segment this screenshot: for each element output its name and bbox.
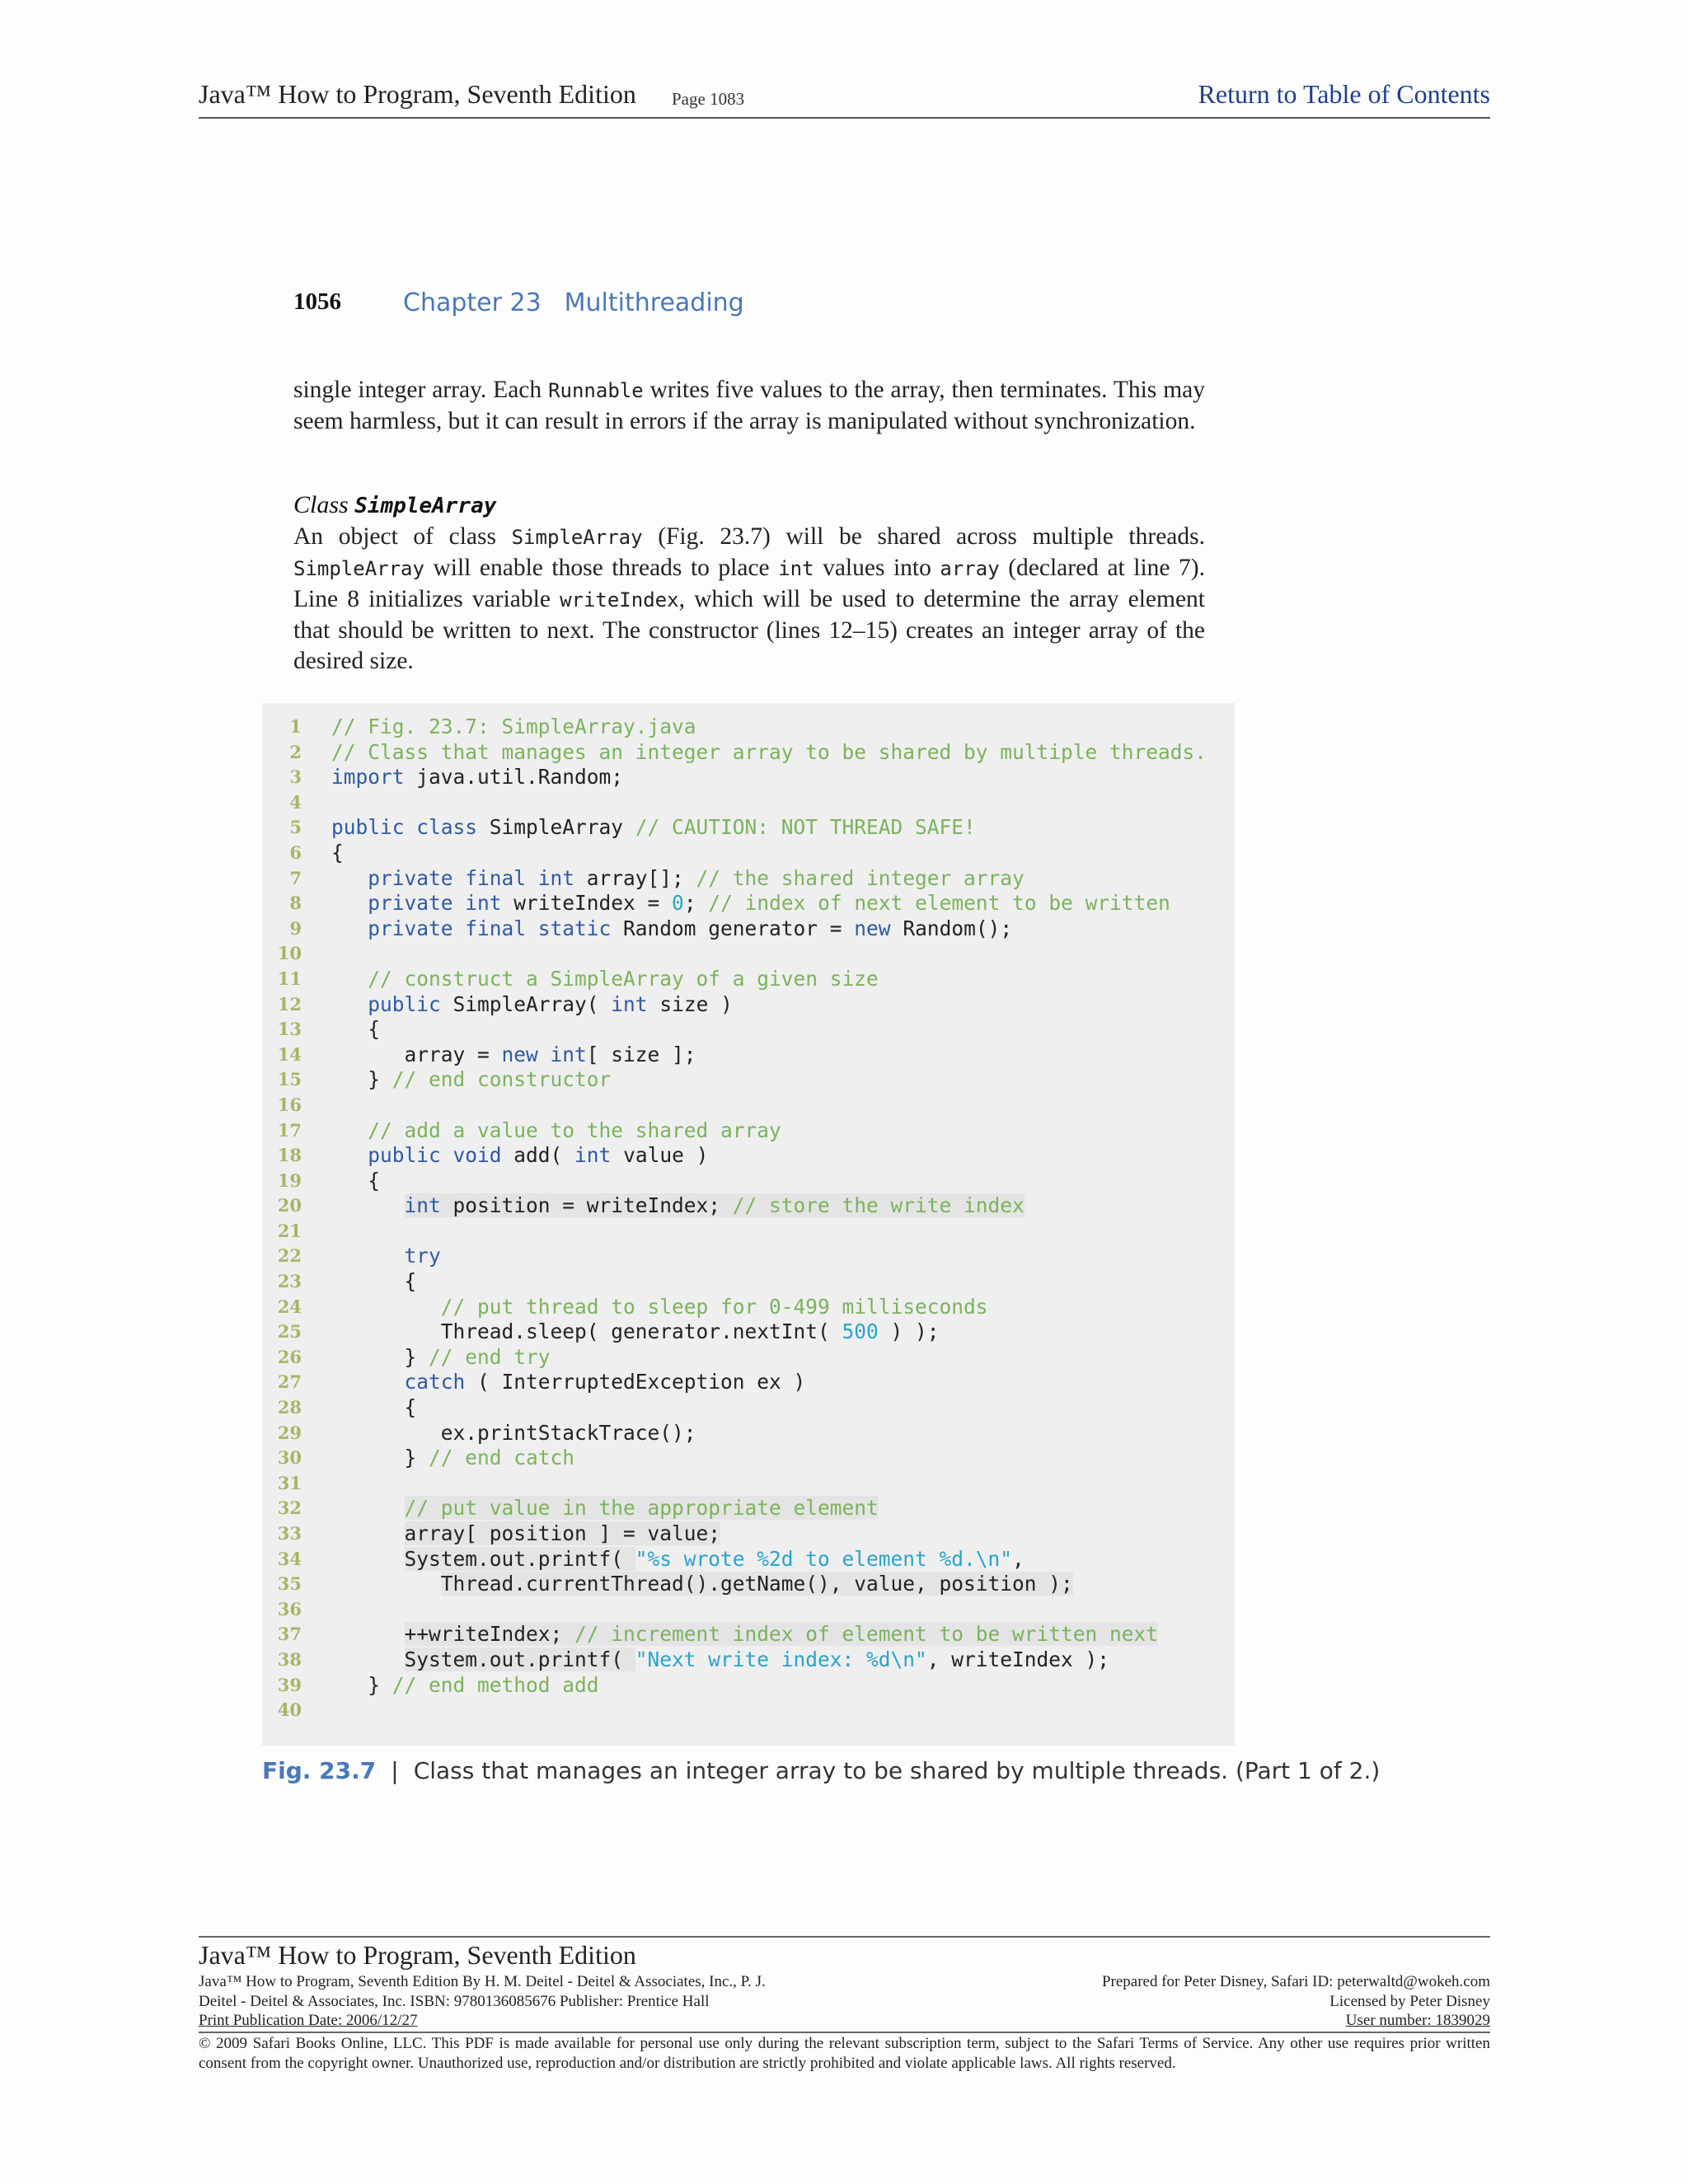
chapter-heading — [403, 288, 767, 317]
code-line — [262, 1319, 1235, 1345]
footer-right-line: Licensed by Peter Disney — [1329, 1992, 1490, 2010]
code-line — [262, 1067, 1235, 1093]
code-line — [262, 1093, 1235, 1118]
line-number: 9 — [289, 917, 302, 939]
line-number: 23 — [277, 1271, 302, 1292]
footer-title: Java™ How to Program, Seventh Edition — [199, 1940, 636, 1970]
code-text: { — [331, 1017, 381, 1042]
line-number: 12 — [277, 993, 302, 1015]
code-line — [262, 967, 1235, 992]
code-line — [262, 1017, 1235, 1043]
section-heading-code: SimpleArray — [354, 494, 497, 518]
code-line — [262, 1043, 1235, 1068]
line-number: 16 — [277, 1094, 302, 1115]
return-to-toc-link[interactable]: Return to Table of Contents — [1198, 79, 1490, 109]
line-number: 4 — [289, 791, 302, 813]
line-number: 15 — [277, 1069, 302, 1090]
code-text: public SimpleArray( int size ) — [368, 991, 733, 1016]
code-line — [262, 1471, 1235, 1497]
line-number: 32 — [277, 1497, 302, 1519]
code-line — [262, 916, 1235, 942]
figure-label: Fig. 23.7 — [262, 1757, 377, 1784]
code-text: // Fig. 23.7: SimpleArray.java — [331, 715, 696, 738]
line-number: 7 — [289, 867, 302, 888]
code-text: ex.printStackTrace(); — [331, 1420, 696, 1445]
code-line — [262, 1143, 1235, 1169]
line-number: 13 — [277, 1019, 302, 1040]
line-number: 30 — [277, 1447, 302, 1469]
code-line — [262, 941, 1235, 967]
line-number: 28 — [277, 1397, 302, 1418]
code-text: System.out.printf( "%s wrote %2d to element %d.\n", — [404, 1546, 1025, 1571]
code-text: { — [331, 1269, 417, 1294]
page-footer — [199, 1936, 1490, 2074]
footer-left-line: Deitel - Deitel & Associates, Inc. ISBN: 9780136085676 Publisher: Prentice Hall — [199, 1992, 710, 2010]
figure-caption — [262, 1757, 1380, 1784]
caption-text: Class that manages an integer array to be shared by multiple threads. (Part 1 of 2.) — [413, 1757, 1381, 1784]
paragraph-intro — [293, 375, 1205, 437]
code-line — [262, 1345, 1235, 1371]
code-text: } // end catch — [331, 1446, 575, 1470]
code-text: Thread.currentThread().getName(), value, position ); — [440, 1572, 1073, 1596]
inline-code: array — [940, 557, 1000, 580]
inline-code: SimpleArray — [293, 557, 424, 580]
line-number: 17 — [277, 1119, 302, 1141]
code-line — [262, 992, 1235, 1018]
code-text: try — [404, 1244, 441, 1268]
footer-right-line: Prepared for Peter Disney, Safari ID: peterwaltd@wokeh.com — [1101, 1973, 1490, 1990]
line-number: 35 — [277, 1573, 302, 1595]
code-text: ++writeIndex; // increment index of element to be written next — [404, 1622, 1159, 1647]
code-line — [262, 1622, 1235, 1647]
line-number: 27 — [277, 1371, 302, 1393]
line-number: 19 — [277, 1169, 302, 1191]
code-line — [262, 1446, 1235, 1471]
code-text: int position = writeIndex; // store the write index — [404, 1193, 1025, 1218]
code-line — [262, 1572, 1235, 1597]
line-number: 3 — [289, 766, 302, 788]
line-number: 31 — [277, 1472, 302, 1493]
line-number: 38 — [277, 1648, 302, 1670]
code-line — [262, 765, 1235, 790]
line-number: 22 — [277, 1245, 302, 1267]
page-number: 1056 — [293, 288, 341, 315]
line-number: 8 — [289, 893, 302, 914]
footer-left-line: Print Publication Date: 2006/12/27 — [199, 2012, 418, 2029]
code-line — [262, 1547, 1235, 1572]
code-line — [262, 1269, 1235, 1295]
code-text: { — [331, 1168, 381, 1193]
code-text: public class SimpleArray // CAUTION: NOT THREAD SAFE! — [331, 815, 976, 840]
inline-code: writeIndex — [560, 588, 679, 612]
line-number: 10 — [277, 943, 302, 964]
footer-details — [199, 1972, 1490, 2030]
line-number: 40 — [277, 1699, 302, 1721]
code-line — [262, 1698, 1235, 1723]
line-number: 21 — [277, 1220, 302, 1241]
line-number: 39 — [277, 1674, 302, 1695]
footer-license-info — [1102, 1972, 1490, 2031]
line-number: 25 — [277, 1321, 302, 1343]
code-line — [262, 1673, 1235, 1699]
line-number: 6 — [289, 841, 302, 863]
code-line — [262, 1169, 1235, 1194]
line-number: 29 — [277, 1422, 302, 1443]
code-line — [262, 1521, 1235, 1547]
line-number: 5 — [289, 817, 302, 838]
code-line — [262, 790, 1235, 816]
page-header — [199, 77, 1490, 119]
code-line — [262, 1647, 1235, 1673]
code-line — [262, 1395, 1235, 1421]
line-number: 11 — [277, 968, 302, 989]
code-line — [262, 866, 1235, 892]
inline-code: SimpleArray — [511, 526, 643, 549]
code-line — [262, 815, 1235, 841]
line-number: 1 — [289, 716, 302, 737]
code-line — [262, 740, 1235, 766]
line-number: 26 — [277, 1346, 302, 1367]
inline-code: int — [778, 557, 814, 580]
code-line — [262, 841, 1235, 866]
section-heading — [293, 491, 496, 519]
code-text: import java.util.Random; — [331, 765, 624, 790]
code-text: catch ( InterruptedException ex ) — [404, 1370, 806, 1394]
book-title: Java™ How to Program, Seventh Edition — [199, 79, 636, 109]
text-run: , which will be used to determine the array element that should be written to next. The constructor (lines 12–15) creates an integer array of the desired size. — [293, 586, 1205, 674]
page-reference: Page 1083 — [672, 89, 745, 109]
code-line — [262, 1118, 1235, 1144]
line-number: 37 — [277, 1624, 302, 1645]
footer-copyright: © 2009 Safari Books Online, LLC. This PDF is made available for personal use only during the relevant subscription term, subject to the Safari Terms of Service. Any other use requires prior written consent from the copyright owner. Unauthorized use, reproduction and/or distribution are strictly prohibited and violate applicable laws. All rights reserved. — [199, 2032, 1490, 2074]
code-line — [262, 1295, 1235, 1320]
line-number: 20 — [277, 1195, 302, 1216]
code-line — [262, 1370, 1235, 1395]
code-text: } // end try — [331, 1344, 551, 1369]
caption-separator: | — [391, 1757, 399, 1784]
text-run: writes five values to the array, then terminates. This may seem harmless, but it can result in errors if the array is manipulated without synchronization. — [293, 377, 1205, 434]
line-number: 24 — [277, 1296, 302, 1317]
code-text: // construct a SimpleArray of a given size — [368, 966, 879, 991]
footer-right-line: User number: 1839029 — [1345, 2012, 1490, 2029]
code-text: // Class that manages an integer array to be shared by multiple threads. — [331, 739, 1207, 764]
footer-publication-info — [199, 1972, 766, 2031]
text-run: values into — [814, 555, 940, 581]
code-text: // add a value to the shared array — [368, 1118, 781, 1142]
text-run: will enable those threads to place — [424, 555, 779, 581]
code-line — [262, 1421, 1235, 1446]
code-text: array = new int[ size ]; — [331, 1042, 696, 1066]
line-number: 18 — [277, 1145, 302, 1166]
chapter-label: Chapter 23 — [403, 288, 542, 317]
code-text: { — [331, 1395, 417, 1420]
code-line — [262, 1193, 1235, 1219]
line-number: 36 — [277, 1598, 302, 1619]
inline-code: Runnable — [548, 379, 644, 402]
code-listing — [262, 715, 1235, 1723]
code-text: { — [331, 840, 344, 865]
code-line — [262, 1597, 1235, 1623]
chapter-topic: Multithreading — [564, 288, 744, 317]
code-text: } // end constructor — [331, 1067, 612, 1092]
code-line — [262, 1244, 1235, 1269]
code-text: private final static Random generator = new Random(); — [368, 916, 1013, 940]
paragraph-simplearray — [293, 522, 1205, 677]
line-number: 33 — [277, 1523, 302, 1544]
code-line — [262, 891, 1235, 916]
section-heading-prefix: Class — [293, 491, 355, 518]
text-run: (Fig. 23.7) will be shared across multiple threads. — [642, 523, 1205, 550]
code-text: private int writeIndex = 0; // index of next element to be written — [368, 891, 1170, 916]
code-text: // put value in the appropriate element — [404, 1496, 879, 1521]
code-text: private final int array[]; // the shared integer array — [368, 865, 1025, 890]
footer-left-line: Java™ How to Program, Seventh Edition By H. M. Deitel - Deitel & Associates, Inc., P. J. — [199, 1973, 766, 1990]
text-run: single integer array. Each — [293, 377, 549, 403]
line-number: 34 — [277, 1548, 302, 1569]
text-run: An object of class — [293, 523, 512, 550]
code-text: Thread.sleep( generator.nextInt( 500 ) ); — [331, 1319, 940, 1344]
code-text: // put thread to sleep for 0-499 milliseconds — [440, 1294, 988, 1319]
code-text: } // end method add — [331, 1672, 599, 1697]
code-text: array[ position ] = value; — [404, 1521, 721, 1545]
line-number: 2 — [289, 741, 302, 762]
code-text: System.out.printf( "Next write index: %d\n", writeIndex ); — [404, 1647, 1110, 1671]
code-line — [262, 715, 1235, 740]
code-text: public void add( int value ) — [368, 1143, 709, 1168]
code-line — [262, 1496, 1235, 1521]
code-line — [262, 1219, 1235, 1244]
text-run: (declared at line 7). Line 8 initializes variable — [293, 555, 1205, 612]
line-number: 14 — [277, 1043, 302, 1065]
